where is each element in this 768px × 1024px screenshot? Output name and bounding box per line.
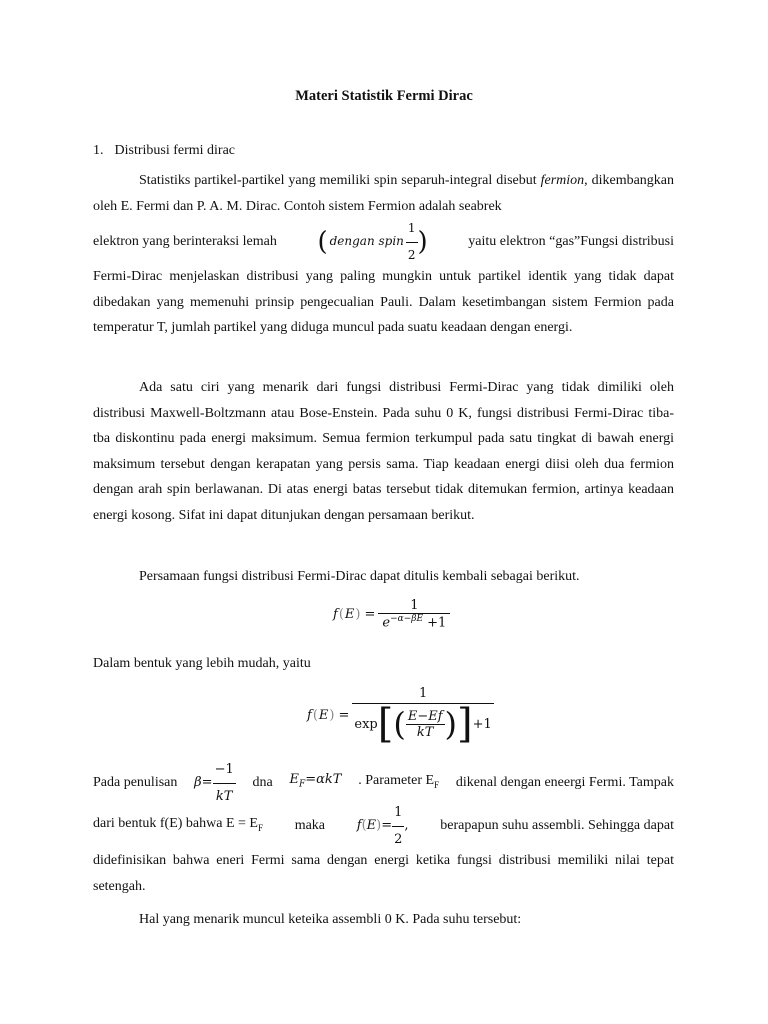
paragraph-2: Ada satu ciri yang menarik dari fungsi distribusi Fermi-Dirac yang tidak dimiliki oleh distribusi Maxwell-Boltzmann atau Bose-Enstein. Pada suhu 0 K, fungsi distribusi Fermi-Dirac tiba-tba diskontinu pada energi maksimum. Semua fermion terkumpul pada satu tingkat di bawah energi maksimum tersebut dengan kerapatan yang persis sama. Tiap keadaan energi diisi oleh dua fermion dengan arah spin berlawanan. Di atas energi batas tersebut tidak ditemukan fermion, artinya keadaan energi kosong. Sifat ini dapat ditunjukan dengan persamaan berikut. [93,380,674,523]
half-value-formula: f ( E ) = $\frac{1}{2}$ , [357,800,409,852]
paragraph-5-line-1: Pada penulisan β = $\frac{-1}{kT}$ dna $E_F=\alpha kT$ . Parameter $E_F$ dikenal dengan eneergi Fermi. Tampak [93,766,674,800]
section-heading [93,143,235,159]
paragraph-5-body: didefinisikan bahwa eneri Fermi sama dengan energi ketika fungsi distribusi memiliki nilai tepat setengah. [93,853,674,894]
paragraph-5-line-2: dari bentuk f(E) bahwa $E = E_F$ maka f ( E ) = $\frac{1}{2}$ , berapapun suhu assembli. Sehingga dapat [93,808,674,844]
paragraph-1-body: Fermi-Dirac menjelaskan distribusi yang paling mungkin untuk partikel identik yang tidak dapat dibedakan yang memenuhi prinsip pengecualian Pauli. Dalam kesetimbangan sistem Fermion pada temperatur T, jumlah partikel yang diduga muncul pada suatu keadaan dengan energi. [93,269,674,336]
paragraph-1-intro: Statistiks partikel-partikel yang memiliki spin separuh-integral disebut fermion, dikembangkan oleh E. Fermi dan P. A. M. Dirac. Contoh sistem Fermion adalah seabrek [93,173,675,214]
fermion-term: fermion [540,173,585,188]
equation-fermi-dirac-1: f ( E ) = $\frac{1}{e^{-\alpha-\beta E} +1}$ [333,598,450,630]
beta-definition: β = $\frac{-1}{kT}$ [194,757,236,809]
document-title: Materi Statistik Fermi Dirac [295,88,473,104]
spin-note-formula: ( dengan spin $\frac{1}{2}$ ) [317,216,427,268]
fermi-energy-definition: $E_F=\alpha kT$ [289,772,342,790]
paragraph-4: Dalam bentuk yang lebih mudah, yaitu [93,656,311,671]
equation-fermi-dirac-2: f ( E ) = 1 exp [ ( $\frac{E-Ef}{kT}$ ) ] +1 [307,686,492,747]
paragraph-1-spin-line: elektron yang berinteraksi lemah ( dengan spin $\frac{1}{2}$ ) yaitu elektron “gas”Fungsi distribusi [93,227,674,257]
section-number: 1. [93,143,104,158]
paragraph-3: Persamaan fungsi distribusi Fermi-Dirac dapat ditulis kembali sebagai berikut. [139,569,580,584]
paragraph-6: Hal yang menarik muncul keteika assembli 0 K. Pada suhu tersebut: [139,912,522,927]
section-label: Distribusi fermi dirac [114,143,236,158]
